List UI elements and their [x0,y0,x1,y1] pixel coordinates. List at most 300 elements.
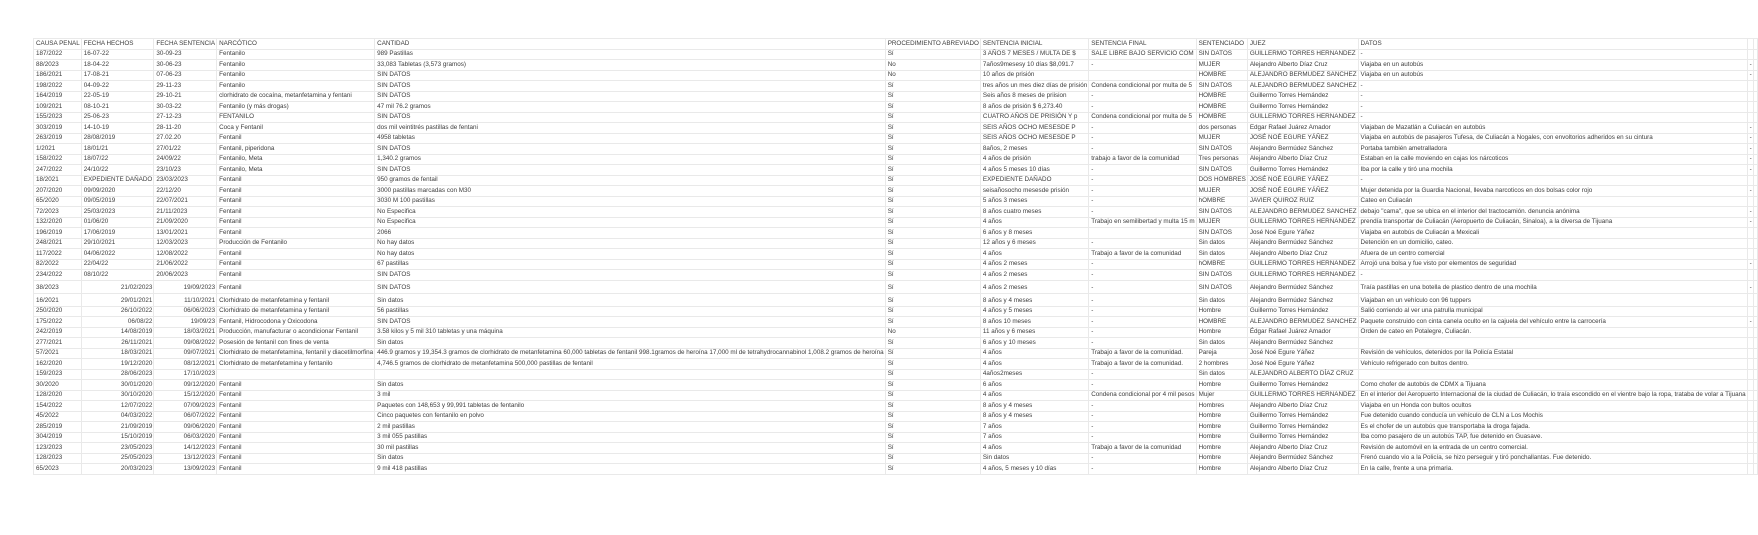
cell-causa[interactable]: 155/2023 [34,112,82,123]
cell-cantidad[interactable] [375,369,886,380]
cell-sentenciado[interactable]: HOMBRE [1196,91,1247,102]
cell-narcotico[interactable]: Fentanil [217,175,375,186]
cell-datos[interactable]: Viajaba en autobús de Culiacán a Mexicali [1358,228,1747,239]
cell-juez[interactable]: Guillermo Torres Hernández [1247,306,1358,317]
cell-fecha_hechos[interactable]: 21/02/2023 [81,280,154,293]
cell-sentencia_inicial[interactable]: Sin datos [980,453,1088,464]
cell-datos[interactable]: Revisión de vehículos, detenidos por lla Policía Estatal [1358,348,1747,359]
cell-datos[interactable] [1358,369,1747,380]
cell-narcotico[interactable]: Fentanil [217,443,375,454]
cell-procedimiento[interactable]: Sí [885,317,980,328]
cell-causa[interactable]: 175/2022 [34,317,82,328]
cell-sentencia_final[interactable]: trabajo a favor de la comunidad [1089,154,1196,165]
cell-cantidad[interactable]: 3030 M 100 pastillas [375,196,886,207]
cell-narcotico[interactable]: Fentanil [217,186,375,197]
cell-cantidad[interactable]: Sin datos [375,453,886,464]
cell-sentenciado[interactable]: HOMBRE [1196,70,1247,81]
cell-sentencia_inicial[interactable]: 4 años [980,348,1088,359]
cell-fecha_sentencia[interactable]: 12/08/2022 [154,249,217,260]
cell-sentencia_final[interactable]: - [1089,165,1196,176]
cell-narcotico[interactable]: Clorhidrato de metanfetamina y fentanil [217,306,375,317]
cell-datos[interactable]: Traía pastillas en una botella de plastico dentro de una mochila [1358,280,1747,293]
cell-fecha_hechos[interactable]: 19/12/2020 [81,359,154,370]
cell-juez[interactable]: Alejandro Alberto Díaz Cruz [1247,60,1358,71]
cell-cantidad[interactable]: 2 mil pastillas [375,422,886,433]
cell-sentencia_final[interactable]: - [1089,411,1196,422]
cell-juez[interactable]: Alejandro Bermúdez Sánchez [1247,453,1358,464]
header-cell-procedimiento[interactable]: PROCEDIMIENTO ABREVIADO [885,39,980,50]
cell-sentencia_inicial[interactable]: 7 años [980,422,1088,433]
cell-juez[interactable]: ALEJANDRO ALBERTO DÍAZ CRUZ [1247,369,1358,380]
cell-causa[interactable]: 38/2023 [34,280,82,293]
cell-sentencia_inicial[interactable]: 11 años y 6 meses [980,327,1088,338]
cell-narcotico[interactable]: Fentanil [217,207,375,218]
cell-fecha_hechos[interactable]: 25-06-23 [81,112,154,123]
cell-sentencia_final[interactable]: - [1089,401,1196,412]
cell-fecha_hechos[interactable]: 06/08/22 [81,317,154,328]
cell-extra1[interactable]: - [1747,144,1753,155]
cell-causa[interactable]: 16/2021 [34,293,82,306]
cell-fecha_sentencia[interactable]: 07/09/2023 [154,401,217,412]
cell-narcotico[interactable]: Fentanil [217,390,375,401]
cell-extra2[interactable] [1753,411,1757,422]
cell-datos[interactable]: - [1358,175,1747,186]
cell-narcotico[interactable]: Fentanil [217,422,375,433]
cell-procedimiento[interactable]: Sí [885,154,980,165]
cell-fecha_hechos[interactable]: 14/08/2019 [81,327,154,338]
cell-extra2[interactable] [1753,186,1757,197]
cell-juez[interactable]: Guillermo Torres Hernández [1247,380,1358,391]
cell-datos[interactable]: - [1358,112,1747,123]
header-cell-datos[interactable]: DATOS [1358,39,1747,50]
cell-fecha_hechos[interactable]: 20/03/2023 [81,464,154,475]
header-cell-juez[interactable]: JUEZ [1247,39,1358,50]
cell-narcotico[interactable]: Fentanil [217,380,375,391]
cell-extra2[interactable] [1753,453,1757,464]
cell-extra2[interactable] [1753,238,1757,249]
cell-extra2[interactable] [1753,422,1757,433]
cell-sentencia_final[interactable]: Condena condicional por multa de 5 [1089,81,1196,92]
cell-causa[interactable]: 132/2020 [34,217,82,228]
cell-datos[interactable]: Revisión de automóvil en la entrada de un centro comercial. [1358,443,1747,454]
cell-sentencia_final[interactable]: - [1089,317,1196,328]
cell-datos[interactable]: - [1358,102,1747,113]
cell-procedimiento[interactable]: Sí [885,49,980,60]
cell-juez[interactable]: Alejandro Bermúdez Sánchez [1247,144,1358,155]
cell-procedimiento[interactable]: Sí [885,81,980,92]
cell-cantidad[interactable]: 3000 pastillas marcadas con M30 [375,186,886,197]
cell-sentenciado[interactable]: Sin datos [1196,249,1247,260]
cell-sentencia_inicial[interactable]: 4 años [980,217,1088,228]
cell-sentencia_inicial[interactable]: 12 años y 6 meses [980,238,1088,249]
cell-juez[interactable]: GUILLERMO TORRES HERNANDEZ [1247,112,1358,123]
cell-extra2[interactable] [1753,327,1757,338]
cell-procedimiento[interactable]: Sí [885,91,980,102]
cell-juez[interactable]: Guillermo Torres Hernández [1247,432,1358,443]
cell-sentencia_inicial[interactable]: 3 AÑOS 7 MESES / MULTA DE $ [980,49,1088,60]
cell-extra2[interactable] [1753,165,1757,176]
cell-sentencia_final[interactable]: - [1089,453,1196,464]
header-cell-extra2[interactable] [1753,39,1757,50]
cell-narcotico[interactable]: clorhidrato de cocaína, metanfetamina y fentani [217,91,375,102]
cell-fecha_sentencia[interactable]: 30-03-22 [154,102,217,113]
cell-extra2[interactable] [1753,338,1757,349]
cell-sentencia_final[interactable]: Condena condicional por 4 mil pesos [1089,390,1196,401]
cell-sentencia_final[interactable]: - [1089,338,1196,349]
cell-narcotico[interactable]: Fentanilo, Meta [217,165,375,176]
cell-procedimiento[interactable]: Sí [885,165,980,176]
cell-fecha_sentencia[interactable]: 12/03/2023 [154,238,217,249]
cell-sentenciado[interactable]: SIN DATOS [1196,81,1247,92]
cell-causa[interactable]: 65/2020 [34,196,82,207]
cell-fecha_hechos[interactable]: EXPEDIENTE DAÑADO [81,175,154,186]
header-cell-narcotico[interactable]: NARCÓTICO [217,39,375,50]
cell-datos[interactable]: Arrojó una bolsa y fue visto por elementos de seguridad [1358,259,1747,270]
cell-extra1[interactable]: - [1747,165,1753,176]
cell-juez[interactable]: Alejandro Bermúdez Sánchez [1247,338,1358,349]
cell-fecha_hechos[interactable]: 28/06/2023 [81,369,154,380]
cell-sentencia_inicial[interactable]: 7años9mesesy 10 días $8,091.7 [980,60,1088,71]
cell-sentenciado[interactable]: Hombre [1196,422,1247,433]
cell-causa[interactable]: 196/2019 [34,228,82,239]
cell-fecha_sentencia[interactable]: 27/01/22 [154,144,217,155]
cell-juez[interactable]: JAVIER QUIROZ RUIZ [1247,196,1358,207]
cell-procedimiento[interactable]: Sí [885,390,980,401]
cell-sentenciado[interactable]: Hombre [1196,443,1247,454]
cell-datos[interactable]: prendía transportar de Culiacán (Aeropuerto de Culiacán, Sinaloa), a la diversa de Tijuana [1358,217,1747,228]
header-cell-fecha_sentencia[interactable]: FECHA SENTENCIA [154,39,217,50]
cell-fecha_sentencia[interactable]: 17/10/2023 [154,369,217,380]
cell-sentencia_inicial[interactable]: 4 años 2 meses [980,280,1088,293]
cell-extra1[interactable]: - [1747,123,1753,134]
cell-causa[interactable]: 72/2023 [34,207,82,218]
cell-narcotico[interactable]: Coca y Fentanil [217,123,375,134]
cell-datos[interactable]: Cateo en Culiacán [1358,196,1747,207]
cell-sentencia_inicial[interactable]: 4años2meses [980,369,1088,380]
cell-datos[interactable]: Portaba también ametralladora [1358,144,1747,155]
cell-extra2[interactable] [1753,217,1757,228]
cell-causa[interactable]: 234/2022 [34,270,82,281]
cell-sentenciado[interactable]: Hombre [1196,380,1247,391]
cell-narcotico[interactable]: Fentanilo, Meta [217,154,375,165]
cell-cantidad[interactable]: SIN DATOS [375,91,886,102]
cell-sentenciado[interactable]: MUJER [1196,60,1247,71]
cell-extra2[interactable] [1753,359,1757,370]
cell-narcotico[interactable]: FENTANILO [217,112,375,123]
cell-sentencia_final[interactable]: - [1089,186,1196,197]
cell-extra1[interactable]: - [1747,207,1753,218]
cell-fecha_hechos[interactable]: 04-09-22 [81,81,154,92]
cell-extra2[interactable] [1753,112,1757,123]
cell-sentenciado[interactable]: HOMBRE [1196,317,1247,328]
cell-causa[interactable]: 57/2021 [34,348,82,359]
cell-fecha_sentencia[interactable]: 22/12/20 [154,186,217,197]
cell-causa[interactable]: 187/2022 [34,49,82,60]
cell-juez[interactable]: Alejandro Bermúdez Sánchez [1247,238,1358,249]
cell-fecha_hechos[interactable]: 28/08/2019 [81,133,154,144]
cell-sentenciado[interactable]: Mujer [1196,390,1247,401]
cell-sentencia_inicial[interactable]: 10 años de prisión [980,70,1088,81]
cell-cantidad[interactable]: No Especifica [375,217,886,228]
cell-sentencia_inicial[interactable]: 8 años de prisión $ 6,273.40 [980,102,1088,113]
cell-extra2[interactable] [1753,49,1757,60]
cell-sentencia_final[interactable]: - [1089,259,1196,270]
cell-fecha_sentencia[interactable]: 23/03/2023 [154,175,217,186]
cell-causa[interactable]: 198/2022 [34,81,82,92]
cell-sentencia_inicial[interactable]: SEIS AÑOS OCHO MESESDE P [980,133,1088,144]
cell-cantidad[interactable]: No hay datos [375,249,886,260]
cell-extra2[interactable] [1753,144,1757,155]
cell-datos[interactable]: Afuera de un centro comercial [1358,249,1747,260]
cell-sentenciado[interactable]: SIN DATOS [1196,228,1247,239]
cell-sentencia_final[interactable]: - [1089,369,1196,380]
cell-sentencia_final[interactable]: - [1089,270,1196,281]
cell-causa[interactable]: 164/2019 [34,91,82,102]
cell-extra1[interactable]: - [1747,186,1753,197]
header-cell-fecha_hechos[interactable]: FECHA HECHOS [81,39,154,50]
cell-cantidad[interactable]: 3 mil [375,390,886,401]
cell-narcotico[interactable]: Posesión de fentanil con fines de venta [217,338,375,349]
cell-juez[interactable]: Guillermo Torres Hernández [1247,422,1358,433]
cell-cantidad[interactable]: 4958 tabletas [375,133,886,144]
cell-cantidad[interactable]: 4,746.5 gramos de clorhidrato de metanfetamina 500,000 pastillas de fentanil [375,359,886,370]
cell-fecha_hechos[interactable]: 15/10/2019 [81,432,154,443]
cell-fecha_hechos[interactable]: 18-04-22 [81,60,154,71]
cell-sentencia_inicial[interactable]: 6 años [980,380,1088,391]
cell-narcotico[interactable]: Fentanil [217,217,375,228]
cell-sentenciado[interactable]: MUJER [1196,217,1247,228]
cell-fecha_sentencia[interactable]: 07-06-23 [154,70,217,81]
cell-procedimiento[interactable]: No [885,327,980,338]
cell-sentencia_inicial[interactable]: 8 años y 4 meses [980,401,1088,412]
cell-cantidad[interactable]: Sin datos [375,338,886,349]
cell-procedimiento[interactable]: Sí [885,380,980,391]
cell-narcotico[interactable]: Fentanil, piperidona [217,144,375,155]
cell-fecha_sentencia[interactable]: 19/09/23 [154,317,217,328]
cell-sentencia_final[interactable]: - [1089,432,1196,443]
cell-sentencia_inicial[interactable]: 4 años y 5 meses [980,306,1088,317]
cell-extra2[interactable] [1753,293,1757,306]
cell-causa[interactable]: 263/2019 [34,133,82,144]
cell-causa[interactable]: 285/2019 [34,422,82,433]
cell-fecha_hechos[interactable]: 14-10-19 [81,123,154,134]
cell-fecha_hechos[interactable]: 17/06/2019 [81,228,154,239]
cell-narcotico[interactable]: Fentanil [217,249,375,260]
cell-fecha_sentencia[interactable]: 24/09/22 [154,154,217,165]
cell-extra2[interactable] [1753,390,1757,401]
cell-sentencia_final[interactable]: - [1089,238,1196,249]
cell-juez[interactable]: JOSÉ NOÉ EGURE YÁÑEZ [1247,133,1358,144]
cell-extra2[interactable] [1753,123,1757,134]
cell-sentencia_inicial[interactable]: seisañosocho mesesde prisión [980,186,1088,197]
cell-causa[interactable]: 65/2023 [34,464,82,475]
cell-cantidad[interactable]: SIN DATOS [375,270,886,281]
cell-narcotico[interactable]: Fentanilo (y más drogas) [217,102,375,113]
cell-causa[interactable]: 277/2021 [34,338,82,349]
cell-causa[interactable]: 162/2020 [34,359,82,370]
cell-sentenciado[interactable]: Hombre [1196,464,1247,475]
cell-fecha_sentencia[interactable]: 21/11/2023 [154,207,217,218]
cell-extra2[interactable] [1753,464,1757,475]
cell-narcotico[interactable]: Fentanil, Hidrocodona y Oxicodona [217,317,375,328]
cell-sentencia_inicial[interactable]: tres años un mes diez días de prisión [980,81,1088,92]
cell-procedimiento[interactable]: Sí [885,207,980,218]
cell-juez[interactable]: ALEJANDRO BERMUDEZ SANCHEZ [1247,70,1358,81]
cell-sentenciado[interactable]: Sin datos [1196,338,1247,349]
cell-procedimiento[interactable]: Sí [885,144,980,155]
cell-sentencia_final[interactable]: - [1089,144,1196,155]
cell-fecha_sentencia[interactable]: 30-06-23 [154,60,217,71]
cell-extra2[interactable] [1753,380,1757,391]
cell-fecha_sentencia[interactable]: 09/12/2020 [154,380,217,391]
cell-fecha_sentencia[interactable]: 06/03/2020 [154,432,217,443]
cell-datos[interactable]: Frenó cuando vio a la Policía, se hizo perseguir y tiró ponchallantas. Fue detenido. [1358,453,1747,464]
cell-datos[interactable]: - [1358,270,1747,281]
cell-sentencia_final[interactable]: Trabajo a favor de la comunidad [1089,443,1196,454]
cell-juez[interactable]: JOSÉ NOÉ EGURE YÁÑEZ [1247,186,1358,197]
cell-extra1[interactable]: - [1747,317,1753,328]
cell-fecha_hechos[interactable]: 08/10/22 [81,270,154,281]
cell-sentencia_final[interactable]: Trabajo a favor de la comunidad [1089,249,1196,260]
cell-juez[interactable]: GUILLERMO TORRES HERNANDEZ [1247,49,1358,60]
cell-sentenciado[interactable]: SIN DATOS [1196,144,1247,155]
cell-datos[interactable]: Salió corriendo al ver una patrulla municipal [1358,306,1747,317]
cell-fecha_sentencia[interactable]: 13/01/2021 [154,228,217,239]
cell-cantidad[interactable]: 67 pastillas [375,259,886,270]
cell-fecha_sentencia[interactable]: 09/06/2020 [154,422,217,433]
cell-extra2[interactable] [1753,348,1757,359]
cell-sentenciado[interactable]: SIN DATOS [1196,280,1247,293]
cell-sentencia_inicial[interactable]: EXPEDIENTE DAÑADO [980,175,1088,186]
cell-sentenciado[interactable]: dos personas [1196,123,1247,134]
cell-sentenciado[interactable]: MUJER [1196,133,1247,144]
cell-extra2[interactable] [1753,207,1757,218]
cell-procedimiento[interactable]: Sí [885,411,980,422]
cell-sentenciado[interactable]: SIN DATOS [1196,270,1247,281]
cell-datos[interactable]: Iba por la calle y tiró una mochila [1358,165,1747,176]
cell-datos[interactable]: Viajaba en un autobús [1358,70,1747,81]
cell-sentencia_final[interactable] [1089,70,1196,81]
cell-fecha_sentencia[interactable]: 09/07/2021 [154,348,217,359]
cell-sentencia_final[interactable]: Trabajo a favor de la comunidad. [1089,359,1196,370]
cell-causa[interactable]: 1/2021 [34,144,82,155]
cell-extra2[interactable] [1753,369,1757,380]
cell-fecha_hechos[interactable]: 21/09/2019 [81,422,154,433]
cell-datos[interactable]: Fue detenido cuando conducía un vehículo de CLN a Los Mochis [1358,411,1747,422]
cell-extra2[interactable] [1753,102,1757,113]
cell-sentencia_final[interactable]: - [1089,422,1196,433]
cell-juez[interactable]: GUILLERMO TORRES HERNANDEZ [1247,217,1358,228]
cell-procedimiento[interactable]: Sí [885,196,980,207]
cell-procedimiento[interactable]: Sí [885,123,980,134]
header-cell-cantidad[interactable]: CANTIDAD [375,39,886,50]
cell-fecha_sentencia[interactable]: 21/09/2020 [154,217,217,228]
cell-narcotico[interactable]: Fentanil [217,280,375,293]
cell-cantidad[interactable]: Sin datos [375,380,886,391]
cell-narcotico[interactable]: Fentanil [217,453,375,464]
cell-cantidad[interactable]: 33,083 Tabletas (3,573 gramos) [375,60,886,71]
cell-procedimiento[interactable]: Sí [885,369,980,380]
cell-procedimiento[interactable]: No [885,70,980,81]
cell-fecha_hechos[interactable]: 29/10/2021 [81,238,154,249]
cell-cantidad[interactable]: 30 mil pastillas [375,443,886,454]
cell-sentencia_inicial[interactable]: 6 años y 10 meses [980,338,1088,349]
cell-fecha_hechos[interactable]: 09/05/2019 [81,196,154,207]
cell-fecha_hechos[interactable]: 22/04/22 [81,259,154,270]
cell-sentenciado[interactable]: HOMBRE [1196,102,1247,113]
cell-fecha_sentencia[interactable]: 15/12/2020 [154,390,217,401]
cell-sentencia_final[interactable]: Condena condicional por multa de 5 [1089,112,1196,123]
cell-procedimiento[interactable]: Sí [885,259,980,270]
cell-sentenciado[interactable]: hOMBRE [1196,259,1247,270]
cell-sentenciado[interactable]: Sin datos [1196,369,1247,380]
cell-cantidad[interactable]: SIN DATOS [375,317,886,328]
cell-fecha_sentencia[interactable]: 13/09/2023 [154,464,217,475]
cell-narcotico[interactable]: Fentanil [217,196,375,207]
cell-extra2[interactable] [1753,249,1757,260]
cell-narcotico[interactable]: Producción, manufacturar o acondicionar Fentanil [217,327,375,338]
cell-juez[interactable]: ALEJANDRO BERMUDEZ SANCHEZ [1247,207,1358,218]
cell-sentencia_final[interactable]: - [1089,327,1196,338]
cell-sentencia_final[interactable]: - [1089,196,1196,207]
cell-cantidad[interactable]: SIN DATOS [375,112,886,123]
cell-narcotico[interactable]: Clorhidrato de metanfetamina, fentanil y diacetilmorfina [217,348,375,359]
cell-sentenciado[interactable]: hOMBRE [1196,196,1247,207]
cell-juez[interactable]: José Noé Egure Yáñez [1247,348,1358,359]
cell-fecha_hechos[interactable]: 16-07-22 [81,49,154,60]
cell-extra2[interactable] [1753,280,1757,293]
cell-juez[interactable]: Alejandro Bermúdez Sánchez [1247,280,1358,293]
cell-sentencia_final[interactable]: - [1089,175,1196,186]
cell-narcotico[interactable]: Fentanil [217,228,375,239]
cell-extra2[interactable] [1753,270,1757,281]
cell-datos[interactable]: Viajaban de Mazatlán a Culiacán en autobús [1358,123,1747,134]
cell-narcotico[interactable]: Fentanil [217,411,375,422]
cell-sentencia_inicial[interactable]: Seis años 8 meses de priision [980,91,1088,102]
cell-causa[interactable]: 109/2021 [34,102,82,113]
cell-narcotico[interactable]: Fentanilo [217,81,375,92]
cell-sentencia_inicial[interactable]: SEIS AÑOS OCHO MESESDE P [980,123,1088,134]
cell-juez[interactable]: GUILLERMO TORRES HERNANDEZ [1247,390,1358,401]
cell-juez[interactable]: Guillermo Torres Hernández [1247,91,1358,102]
cell-extra1[interactable]: - [1747,60,1753,71]
cell-datos[interactable]: Viajaban en un vehículo con 96 tuppers [1358,293,1747,306]
cell-sentencia_inicial[interactable]: 6 años y 8 meses [980,228,1088,239]
cell-cantidad[interactable]: 47 mil 76.2 gramos [375,102,886,113]
cell-sentencia_inicial[interactable]: 4 años, 5 meses y 10 días [980,464,1088,475]
cell-sentenciado[interactable]: SIN DATOS [1196,165,1247,176]
cell-datos[interactable]: En el interior del Aeropuerto Internacional de la ciudad de Culiacán, lo traía escondido en el vientre bajo la ropa, trataba de volar a Tijuana [1358,390,1747,401]
cell-sentencia_final[interactable]: - [1089,280,1196,293]
cell-sentencia_inicial[interactable]: 4 años [980,249,1088,260]
cell-fecha_hechos[interactable]: 08-10-21 [81,102,154,113]
cell-extra2[interactable] [1753,228,1757,239]
cell-juez[interactable]: Guillermo Torres Hernández [1247,102,1358,113]
cell-datos[interactable]: Estaban en la calle moviendo en cajas los nárcoticos [1358,154,1747,165]
cell-fecha_sentencia[interactable]: 29-11-23 [154,81,217,92]
cell-causa[interactable]: 207/2020 [34,186,82,197]
cell-fecha_hechos[interactable]: 01/06/20 [81,217,154,228]
cell-narcotico[interactable]: Fentanil [217,401,375,412]
cell-narcotico[interactable]: Fentanil [217,259,375,270]
cell-procedimiento[interactable]: Sí [885,270,980,281]
cell-sentenciado[interactable]: Hombres [1196,401,1247,412]
cell-causa[interactable]: 117/2022 [34,249,82,260]
cell-fecha_sentencia[interactable]: 23/10/23 [154,165,217,176]
cell-procedimiento[interactable]: No [885,60,980,71]
cell-causa[interactable]: 250/2020 [34,306,82,317]
cell-sentencia_inicial[interactable]: 4 años [980,359,1088,370]
